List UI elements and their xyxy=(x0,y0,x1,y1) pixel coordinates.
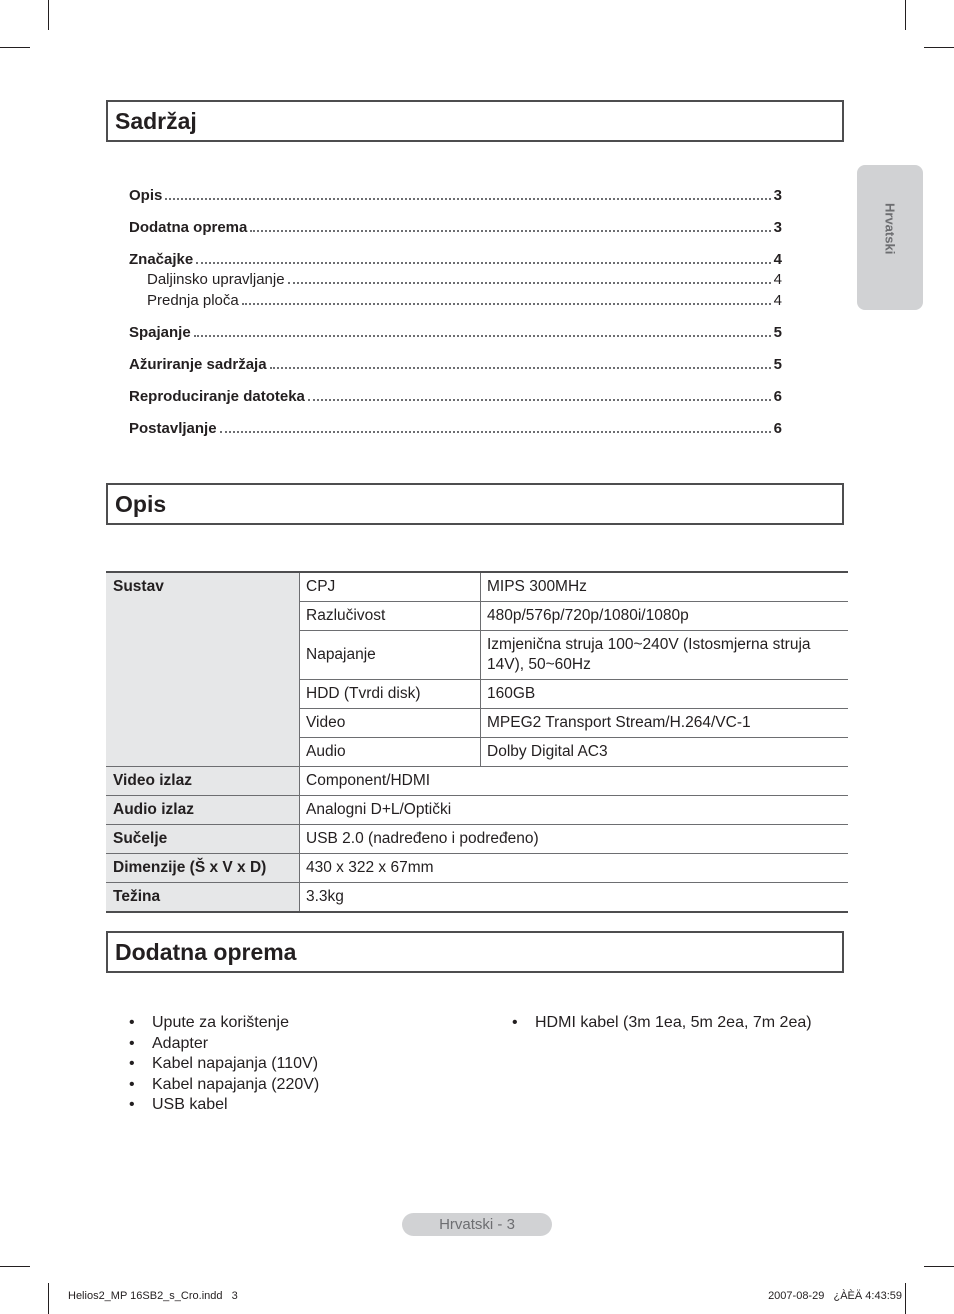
spec-label: Težina xyxy=(106,883,300,913)
spec-key: CPJ xyxy=(300,572,481,602)
toc-subentry[interactable] xyxy=(147,271,782,288)
page-number-badge: Hrvatski - 3 xyxy=(402,1213,552,1236)
toc-entry[interactable] xyxy=(129,187,782,204)
spec-label: Sustav xyxy=(106,572,300,767)
accessories-list-right xyxy=(512,1013,812,1034)
list-item: • HDMI kabel (3m 1ea, 5m 2ea, 7m 2ea) xyxy=(512,1013,812,1034)
spec-label: Dimenzije (Š x V x D) xyxy=(106,854,300,883)
table-row xyxy=(106,572,848,602)
spec-key: Napajanje xyxy=(300,631,481,680)
spec-value: 160GB xyxy=(481,680,849,709)
toc-entry-title: Značajke xyxy=(129,251,194,268)
toc-entry-page: 3 xyxy=(773,187,782,204)
language-tab-label: Hrvatski xyxy=(882,203,898,255)
spec-key: Video xyxy=(300,709,481,738)
toc-entry[interactable] xyxy=(129,388,782,405)
opis-heading: Opis xyxy=(115,491,167,517)
spec-value: Component/HDMI xyxy=(300,767,849,796)
table-row xyxy=(106,767,848,796)
table-row xyxy=(106,796,848,825)
toc-entry[interactable] xyxy=(129,219,782,236)
list-item: • USB kabel xyxy=(129,1095,319,1116)
toc-entry-title: Daljinsko upravljanje xyxy=(147,271,285,288)
toc-entry-page: 6 xyxy=(773,388,782,405)
list-item: • Kabel napajanja (110V) xyxy=(129,1054,319,1075)
toc-entry[interactable] xyxy=(129,356,782,373)
spec-value: Izmjenična struja 100~240V (Istosmjerna struja 14V), 50~60Hz xyxy=(481,631,849,680)
crop-mark xyxy=(48,1283,49,1314)
spec-value: USB 2.0 (nadređeno i podređeno) xyxy=(300,825,849,854)
spec-value: 430 x 322 x 67mm xyxy=(300,854,849,883)
crop-mark xyxy=(905,1283,906,1314)
toc-entry-page: 4 xyxy=(773,292,782,309)
table-row xyxy=(106,854,848,883)
table-row xyxy=(106,883,848,913)
toc-entry-page: 4 xyxy=(773,271,782,288)
spec-value: 480p/576p/720p/1080i/1080p xyxy=(481,602,849,631)
file-info: Helios2_MP 16SB2_s_Cro.indd 3 xyxy=(68,1290,238,1302)
list-item: • Upute za korištenje xyxy=(129,1013,319,1034)
spec-value: Dolby Digital AC3 xyxy=(481,738,849,767)
crop-mark xyxy=(905,0,906,30)
spec-value: MPEG2 Transport Stream/H.264/VC-1 xyxy=(481,709,849,738)
toc-heading-box xyxy=(106,100,844,142)
spec-label: Video izlaz xyxy=(106,767,300,796)
accessories-list-left xyxy=(129,1013,319,1116)
accessories-heading: Dodatna oprema xyxy=(115,939,297,965)
crop-mark xyxy=(924,1266,954,1267)
specification-table xyxy=(106,571,848,913)
toc-entry-title: Prednja ploča xyxy=(147,292,239,309)
toc-entry-title: Reproduciranje datoteka xyxy=(129,388,305,405)
spec-label: Audio izlaz xyxy=(106,796,300,825)
toc-entry-title: Dodatna oprema xyxy=(129,219,248,236)
toc-entry-page: 6 xyxy=(773,420,782,437)
toc-entry-title: Spajanje xyxy=(129,324,191,341)
spec-key: HDD (Tvrdi disk) xyxy=(300,680,481,709)
toc-entry-page: 5 xyxy=(773,356,782,373)
toc-entry-title: Postavljanje xyxy=(129,420,217,437)
toc-entry-page: 5 xyxy=(773,324,782,341)
spec-label: Sučelje xyxy=(106,825,300,854)
crop-mark xyxy=(924,47,954,48)
spec-value: 3.3kg xyxy=(300,883,849,913)
toc-entry-page: 4 xyxy=(773,251,782,268)
toc-entry[interactable] xyxy=(129,420,782,437)
toc-entry[interactable] xyxy=(129,324,782,341)
toc-heading: Sadržaj xyxy=(115,108,197,134)
opis-heading-box xyxy=(106,483,844,525)
spec-key: Razlučivost xyxy=(300,602,481,631)
list-item: • Adapter xyxy=(129,1034,319,1055)
accessories-heading-box xyxy=(106,931,844,973)
spec-value: MIPS 300MHz xyxy=(487,578,587,595)
table-row xyxy=(106,825,848,854)
toc-entry[interactable] xyxy=(129,251,782,268)
toc-entry-title: Opis xyxy=(129,187,163,204)
toc-entry-title: Ažuriranje sadržaja xyxy=(129,356,267,373)
toc-entry-page: 3 xyxy=(773,219,782,236)
crop-mark xyxy=(0,1266,30,1267)
spec-value: Analogni D+L/Optički xyxy=(300,796,849,825)
language-tab xyxy=(857,165,923,310)
crop-mark xyxy=(0,47,30,48)
print-date: 2007-08-29 ¿ÀÈÄ 4:43:59 xyxy=(768,1290,902,1302)
toc-subentry[interactable] xyxy=(147,292,782,309)
spec-key: Audio xyxy=(300,738,481,767)
crop-mark xyxy=(48,0,49,30)
list-item: • Kabel napajanja (220V) xyxy=(129,1075,319,1096)
